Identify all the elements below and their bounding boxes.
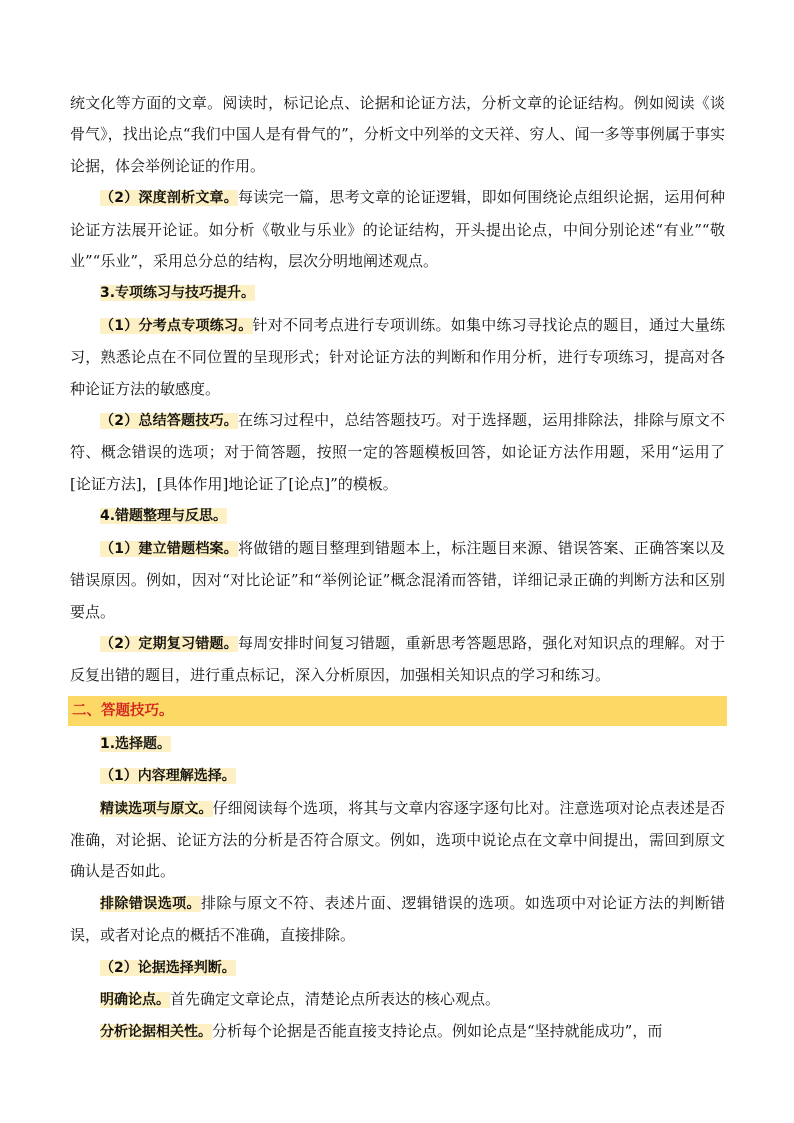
paragraph — [70, 310, 725, 405]
paragraph — [70, 182, 725, 277]
highlighted-heading: （1）分考点专项练习。 — [100, 317, 253, 334]
highlighted-heading: （2）论据选择判断。 — [100, 959, 236, 976]
paragraph-text: 首先确定文章论点，清楚论点所表达的核心观点。 — [170, 989, 501, 1008]
paragraph-text: 分析每个论据是否能直接支持论点。例如论点是“坚持就能成功”，而 — [212, 1022, 663, 1041]
highlighted-heading: （2）深度剖析文章。 — [100, 190, 238, 207]
highlighted-heading: 排除错误选项。 — [100, 895, 201, 912]
paragraph — [70, 888, 725, 952]
paragraph-text: 将做错的题目整理到错题本上，标注题目来源、错误答案、正确答案以及错误原因。例如，因对“对比论证”和“举例论证”概念混淆而答错，详细记录正确的判断方法和区别要点。 — [70, 538, 725, 621]
paragraph — [70, 533, 725, 628]
highlighted-heading: （2）总结答题技巧。 — [100, 413, 238, 430]
paragraph-text: 在练习过程中，总结答题技巧。对于选择题，运用排除法，排除与原文不符、概念错误的选项；对于简答题，按照一定的答题模板回答，如论证方法作用题，采用“运用了[论证方法]，[具体作用]地论证了[论点]”的模板。 — [70, 411, 725, 493]
paragraph-text: 排除与原文不符、表述片面、逻辑错误的选项。如选项中对论证方法的判断错误，或者对论点的概括不准确，直接排除。 — [70, 893, 726, 945]
paragraph — [70, 88, 725, 182]
highlighted-heading: （2）定期复习错题。 — [100, 635, 238, 652]
paragraph-text: 针对不同考点进行专项训练。如集中练习寻找论点的题目，通过大量练习，熟悉论点在不同位置的呈现形式；针对论证方法的判断和作用分析，进行专项练习，提高对各种论证方法的敏感度。 — [70, 315, 725, 398]
paragraph — [70, 760, 725, 792]
document-body — [70, 88, 725, 1049]
paragraph — [70, 405, 725, 500]
paragraph-text: 仔细阅读每个选项，将其与文章内容逐字逐句比对。注意选项对论点表述是否准确，对论据、论证方法的分析是否符合原文。例如，选项中说论点在文章中间提出，需回到原文确认是否如此。 — [70, 798, 725, 881]
paragraph — [70, 628, 725, 692]
paragraph — [70, 952, 725, 984]
paragraph — [70, 728, 725, 760]
highlighted-heading: 4.错题整理与反思。 — [100, 508, 228, 525]
highlighted-heading: 3.专项练习与技巧提升。 — [100, 285, 256, 302]
paragraph — [70, 500, 725, 532]
highlighted-heading: 精读选项与原文。 — [100, 800, 213, 817]
highlighted-heading: （1）建立错题档案。 — [100, 540, 238, 557]
paragraph — [70, 984, 725, 1016]
paragraph-text: 每读完一篇，思考文章的论证逻辑，即如何围绕论点组织论据，运用何种论证方法展开论证。如分析《敬业与乐业》的论证结构，开头提出论点，中间分别论述“有业”“敬业”“乐业”，采用总分总的结构，层次分明地阐述观点。 — [70, 188, 725, 271]
paragraph-text: 统文化等方面的文章。阅读时，标记论点、论据和论证方法，分析文章的论证结构。例如阅读《谈骨气》，找出论点“我们中国人是有骨气的”，分析文中列举的文天祥、穷人、闻一多等事例属于事实论据，体会举例论证的作用。 — [70, 94, 725, 175]
paragraph — [70, 277, 725, 309]
paragraph — [70, 793, 725, 888]
paragraph — [70, 1016, 725, 1048]
section-heading-band: 二、答题技巧。 — [68, 696, 727, 726]
paragraph-text: 每周安排时间复习错题，重新思考答题思路，强化对知识点的理解。对于反复出错的题目，进行重点标记，深入分析原因，加强相关知识点的学习和练习。 — [70, 633, 725, 685]
highlighted-heading: （1）内容理解选择。 — [100, 768, 236, 785]
highlighted-heading: 分析论据相关性。 — [100, 1024, 212, 1041]
highlighted-heading: 明确论点。 — [100, 991, 170, 1008]
highlighted-heading: 1.选择题。 — [100, 735, 172, 752]
